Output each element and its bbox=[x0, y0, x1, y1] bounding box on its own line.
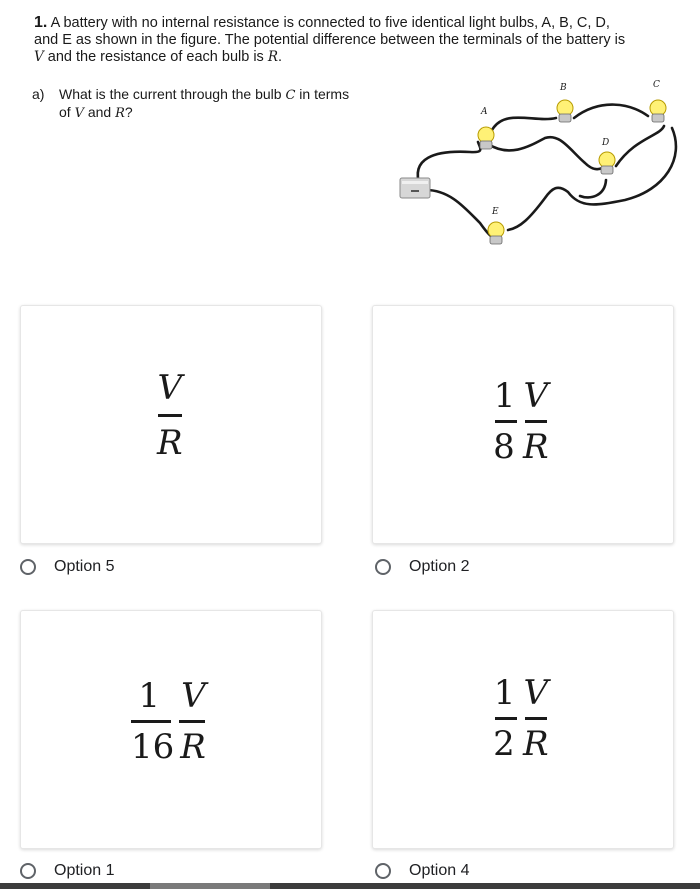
bulb-label-e: E bbox=[492, 207, 499, 217]
bulb-label-b: B bbox=[560, 83, 567, 93]
sub-question-text-3: of bbox=[59, 104, 75, 120]
option-5-denominator: R bbox=[157, 423, 183, 463]
var-v-2: V bbox=[74, 106, 84, 121]
option-5-radio[interactable] bbox=[20, 559, 36, 575]
sub-question-text: What is the current through the bulb bbox=[59, 86, 286, 102]
sub-question-text-5: ? bbox=[124, 104, 133, 120]
option-2-label: Option 2 bbox=[409, 558, 470, 575]
fraction-bar bbox=[158, 414, 182, 417]
option-1-card[interactable] bbox=[20, 610, 322, 849]
option-2-radio-row[interactable] bbox=[375, 558, 469, 576]
option-5-radio-row[interactable] bbox=[20, 558, 114, 576]
var-c: C bbox=[285, 88, 296, 103]
question-line-3-end: . bbox=[278, 49, 283, 65]
sub-question-text-2: in terms bbox=[295, 86, 350, 102]
option-4-unit-den: R bbox=[523, 724, 549, 764]
fraction-bar bbox=[179, 720, 205, 723]
bulb-label-d: D bbox=[602, 138, 610, 148]
option-2-coef-den: 8 bbox=[493, 427, 515, 467]
question-number: 1. bbox=[34, 14, 48, 31]
question-text bbox=[34, 14, 674, 66]
option-2-radio[interactable] bbox=[375, 559, 391, 575]
option-5-card[interactable] bbox=[20, 305, 322, 544]
fraction-bar bbox=[131, 720, 171, 723]
fraction-bar bbox=[525, 420, 547, 423]
option-4-card[interactable] bbox=[372, 610, 674, 849]
bulb-a-icon bbox=[478, 127, 494, 149]
sub-question bbox=[32, 86, 349, 122]
bulb-label-a: A bbox=[481, 107, 488, 117]
var-r-2: R bbox=[115, 106, 125, 121]
var-r: R bbox=[267, 49, 279, 65]
option-4-coef-num: 1 bbox=[493, 673, 516, 713]
battery-icon bbox=[400, 178, 430, 198]
circuit-diagram bbox=[380, 78, 680, 278]
question-line-3: and the resistance of each bulb is bbox=[43, 49, 268, 65]
option-1-radio-row[interactable] bbox=[20, 862, 114, 880]
var-v: V bbox=[34, 49, 44, 65]
bulb-c-icon bbox=[650, 100, 666, 122]
option-2-unit-den: R bbox=[523, 427, 549, 467]
option-1-unit-num: V bbox=[181, 676, 206, 716]
option-4-unit-num: V bbox=[523, 673, 549, 713]
option-5-label: Option 5 bbox=[54, 558, 115, 575]
option-1-label: Option 1 bbox=[54, 862, 115, 879]
option-4-coef-den: 2 bbox=[493, 724, 515, 764]
option-2-coef-num: 1 bbox=[493, 376, 516, 416]
scrollbar-thumb[interactable] bbox=[150, 883, 270, 889]
fraction-bar bbox=[495, 420, 517, 423]
bulb-b-icon bbox=[557, 100, 573, 122]
option-1-radio[interactable] bbox=[20, 863, 36, 879]
question-line-1: A battery with no internal resistance is connected to five identical light bulbs, A, B, C, D, bbox=[47, 15, 610, 31]
option-4-fraction bbox=[493, 673, 549, 764]
option-4-radio[interactable] bbox=[375, 863, 391, 879]
option-1-coef-den: 16 bbox=[131, 727, 175, 767]
option-1-fraction bbox=[131, 676, 206, 767]
bulb-label-c: C bbox=[653, 80, 660, 90]
option-4-radio-row[interactable] bbox=[375, 862, 469, 880]
option-2-card[interactable] bbox=[372, 305, 674, 544]
fraction-bar bbox=[495, 717, 517, 720]
option-5-numerator: V bbox=[157, 368, 183, 408]
bulb-e-icon bbox=[488, 222, 504, 244]
sub-question-text-4: and bbox=[83, 104, 116, 120]
option-5-fraction bbox=[157, 368, 183, 463]
option-2-fraction bbox=[493, 376, 549, 467]
sub-question-label: a) bbox=[32, 86, 45, 102]
bulb-d-icon bbox=[599, 152, 615, 174]
option-2-unit-num: V bbox=[523, 376, 549, 416]
option-4-label: Option 4 bbox=[409, 862, 470, 879]
horizontal-scrollbar[interactable] bbox=[0, 883, 700, 889]
fraction-bar bbox=[525, 717, 547, 720]
option-1-coef-num: 1 bbox=[138, 676, 160, 716]
option-1-unit-den: R bbox=[180, 727, 206, 767]
question-line-2: and E as shown in the figure. The potential difference between the terminals of the battery is bbox=[34, 32, 626, 48]
